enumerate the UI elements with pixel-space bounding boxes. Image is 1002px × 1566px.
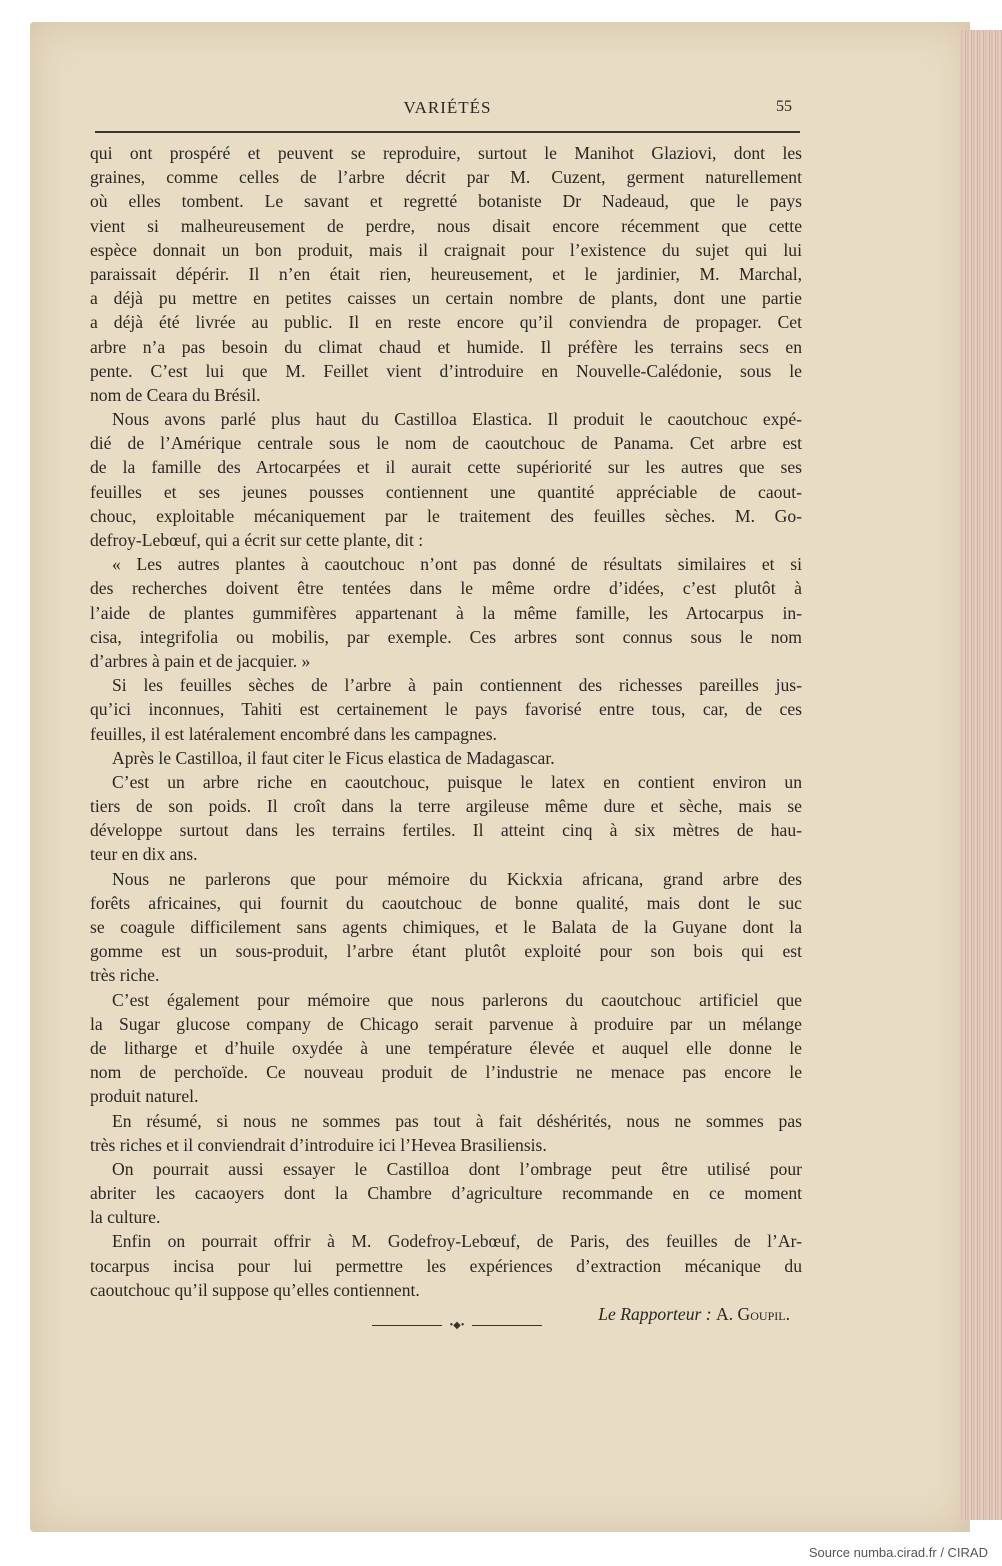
text-line: caoutchouc qu’il suppose qu’elles contiennent. bbox=[90, 1279, 420, 1300]
text-line: defroy-Lebœuf, qui a écrit sur cette plante, dit : bbox=[90, 530, 424, 550]
signature-name: A. Goupil. bbox=[716, 1304, 790, 1324]
text-line: C’est également pour mémoire que nous parlerons du caoutchouc artificiel que bbox=[112, 989, 802, 1010]
text-line: qu’ici inconnues, Tahiti est certainement le pays favorisé entre tous, car, de ces bbox=[90, 699, 802, 720]
text-line: Nous avons parlé plus haut du Castilloa Elastica. Il produit le caoutchouc expé- bbox=[112, 409, 802, 430]
text-line: produit naturel. bbox=[90, 1086, 199, 1107]
text-line: de la famille des Artocarpées et il aurait cette supériorité sur les autres que ses bbox=[90, 457, 802, 478]
text-line: Nous ne parlerons que pour mémoire du Kickxia africana, grand arbre des bbox=[112, 868, 802, 889]
text-line: feuilles et ses jeunes pousses contiennent une quantité appréciable de caout- bbox=[90, 481, 802, 502]
text-line: très riche. bbox=[90, 965, 160, 986]
text-line: nom de perchoïde. Ce nouveau produit de l’industrie ne menace pas encore le bbox=[90, 1062, 802, 1083]
text-line: graines, comme celles de l’arbre décrit par M. Cuzent, germent naturellement bbox=[90, 167, 802, 188]
text-line: Après le Castilloa, il faut citer le Ficus elastica de Madagascar. bbox=[112, 747, 555, 768]
text-line: nom de Ceara du Brésil. bbox=[90, 384, 261, 405]
text-line: la Sugar glucose company de Chicago serait parvenue à produire par un mélange bbox=[90, 1013, 802, 1034]
ornament-rule-left bbox=[372, 1325, 442, 1326]
ornament-rule-right bbox=[472, 1325, 542, 1326]
text-line: feuilles, il est latéralement encombré dans les campagnes. bbox=[90, 723, 497, 744]
page-number: 55 bbox=[776, 98, 792, 115]
text-line: paraissait dépérir. Il n’en était rien, heureusement, et le jardinier, M. Marchal, bbox=[90, 263, 802, 284]
text-line: de litharge et d’huile oxydée à une température élevée et auquel elle donne le bbox=[90, 1037, 802, 1058]
text-line: a déjà été livrée au public. Il en reste encore qu’il conviendra de propager. Cet bbox=[90, 312, 802, 333]
text-line: la culture. bbox=[90, 1207, 161, 1228]
text-line: gomme est un sous-produit, l’arbre étant plutôt exploité pour son bois qui est bbox=[90, 941, 802, 962]
section-title: VARIÉTÉS bbox=[403, 98, 492, 117]
text-line: qui ont prospéré et peuvent se reproduire, surtout le Manihot Glaziovi, dont les bbox=[90, 143, 802, 163]
text-line: teur en dix ans. bbox=[90, 844, 198, 865]
text-line: se coagule difficilement sans agents chimiques, et le Balata de la Guyane dont la bbox=[90, 917, 802, 937]
text-line: dié de l’Amérique centrale sous le nom de caoutchouc de Panama. Cet arbre est bbox=[90, 433, 802, 454]
text-line: Si les feuilles sèches de l’arbre à pain contiennent des richesses pareilles jus- bbox=[112, 675, 802, 696]
text-line: espèce donnait un bon produit, mais il craignait pour l’existence du sujet qui lui bbox=[90, 239, 802, 260]
text-line: a déjà pu mettre en petites caisses un certain nombre de plants, dont une partie bbox=[90, 288, 802, 309]
text-line: cisa, integrifolia ou mobilis, par exemple. Ces arbres sont connus sous le nom bbox=[90, 626, 802, 647]
text-line: très riches et il conviendrait d’introduire ici l’Hevea Brasiliensis. bbox=[90, 1134, 547, 1155]
text-line: vient si malheureusement de perdre, nous disait encore récemment que cette bbox=[90, 215, 802, 236]
text-line: En résumé, si nous ne sommes pas tout à fait déshérités, nous ne sommes pas bbox=[112, 1110, 802, 1131]
text-line: On pourrait aussi essayer le Castilloa dont l’ombrage peut être utilisé pour bbox=[112, 1158, 802, 1179]
end-ornament bbox=[372, 1322, 542, 1330]
signature-label: Le Rapporteur : bbox=[598, 1304, 712, 1324]
text-line: C’est un arbre riche en caoutchouc, puisque le latex en contient environ un bbox=[112, 771, 802, 792]
text-line: Enfin on pourrait offrir à M. Godefroy-Lebœuf, de Paris, des feuilles de l’Ar- bbox=[112, 1231, 802, 1252]
text-line: abriter les cacaoyers dont la Chambre d’agriculture recommande en ce moment bbox=[90, 1183, 802, 1204]
text-line: où elles tombent. Le savant et regretté botaniste Dr Nadeaud, que le pays bbox=[90, 191, 802, 212]
header-rule bbox=[95, 131, 800, 133]
text-line: tiers de son poids. Il croît dans la terre argileuse même dure et sèche, mais se bbox=[90, 796, 802, 817]
text-line: arbre n’a pas besoin du climat chaud et humide. Il préfère les terrains secs en bbox=[90, 336, 802, 357]
text-line: des recherches doivent être tentées dans le même ordre d’idées, c’est plutôt à bbox=[90, 578, 802, 599]
ornament-dots: •◆• bbox=[449, 1320, 465, 1331]
text-line: d’arbres à pain et de jacquier. » bbox=[90, 650, 311, 671]
text-line: « Les autres plantes à caoutchouc n’ont pas donné de résultats similaires et si bbox=[112, 554, 802, 575]
text-line: l’aide de plantes gummifères appartenant à la même famille, les Artocarpus in- bbox=[90, 602, 802, 623]
text-line: pente. C’est lui que M. Feillet vient d’introduire en Nouvelle-Calédonie, sous le bbox=[90, 360, 802, 381]
text-line: chouc, exploitable mécaniquement par le traitement des feuilles sèches. M. Go- bbox=[90, 505, 802, 526]
text-line: forêts africaines, qui fournit du caoutchouc de bonne qualité, mais dont le suc bbox=[90, 892, 802, 913]
page-edges bbox=[960, 30, 1002, 1520]
body-text bbox=[90, 141, 802, 1326]
running-head bbox=[95, 98, 800, 122]
text-line: développe surtout dans les terrains fertiles. Il atteint cinq à six mètres de hau- bbox=[90, 820, 802, 841]
source-credit: Source numba.cirad.fr / CIRAD bbox=[808, 1545, 988, 1560]
text-line: tocarpus incisa pour lui permettre les expériences d’extraction mécanique du bbox=[90, 1255, 802, 1276]
